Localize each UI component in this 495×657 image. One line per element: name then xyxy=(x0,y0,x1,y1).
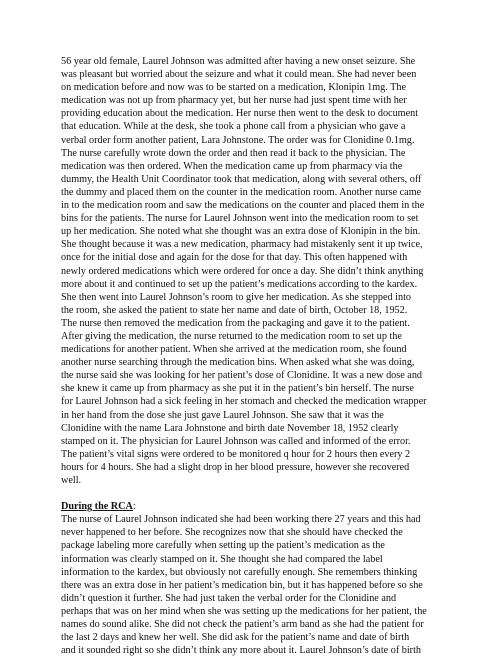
text-line: there was an extra dose in her patient’s medication bin, but it has happened before so she xyxy=(61,579,423,591)
text-line: medication was not up from pharmacy yet, but her nurse had just spent time with her xyxy=(61,95,407,107)
text-line: The patient’s vital signs were ordered to be monitored q hour for 2 hours then every 2 xyxy=(61,448,411,460)
incident-narrative-paragraph xyxy=(61,55,433,487)
text-line: The nurse of Laurel Johnson indicated she had been working there 27 years and this had xyxy=(61,514,421,526)
rca-section-heading: During the RCA xyxy=(61,501,133,513)
text-line: information to the kardex, but obviously not carefully enough. She remembers thinking xyxy=(61,566,418,578)
text-line: After giving the medication, the nurse returned to the medication room to set up the xyxy=(61,330,402,342)
text-line: stamped on it. The physician for Laurel Johnson was called and informed of the error. xyxy=(61,435,411,447)
text-line: in her hand from the dose she just gave Laurel Johnson. She saw that it was the xyxy=(61,409,384,421)
text-line: she knew it came up from pharmacy as she put it in the patient’s bin herself. The nurse xyxy=(61,383,414,395)
text-line: the dummy and placed them on the counter in the medication room. Another nurse came xyxy=(61,186,422,198)
text-line: another nurse searching through the medication bins. When asked what she was doing, xyxy=(61,357,415,369)
text-line: and it sounded right so she didn’t think any more about it. Laurel Johnson’s date of birth xyxy=(61,645,421,657)
text-line: perhaps that was on her mind when she was setting up the medications for her patient, the xyxy=(61,605,427,617)
text-line: newly ordered medications which were ordered for once a day. She didn’t think anything xyxy=(61,265,424,277)
text-line: the nurse said she was looking for her patient’s dose of Clonidine. It was a new dose and xyxy=(61,370,423,382)
text-line: medications for another patient. When she arrived at the medication room, she found xyxy=(61,344,407,356)
text-line: medication was then ordered. When the medication came up from pharmacy via the xyxy=(61,160,403,172)
document-body xyxy=(61,55,433,657)
text-line: didn’t question it further. She had just taken the verbal order for the Clonidine and xyxy=(61,592,397,604)
text-line: dummy, the Health Unit Coordinator took that medication, along with several others, off xyxy=(61,173,422,185)
text-line: She thought because it was a new medication, pharmacy had mistakenly sent it up twice, xyxy=(61,239,423,251)
text-line: hours for 4 hours. She had a slight drop in her blood pressure, however she recovered xyxy=(61,461,410,473)
text-line: verbal order form another patient, Lara Johnstone. The order was for Clonidine 0.1mg. xyxy=(61,134,415,146)
text-line: package labeling more carefully when setting up the patient’s medication as the xyxy=(61,540,385,552)
text-line: well. xyxy=(61,475,82,486)
text-line: more about it and continued to set up the patient’s medications according to the kardex. xyxy=(61,278,418,290)
text-line: providing education about the medication. Her nurse then went to the desk to document xyxy=(61,108,419,120)
rca-section-heading-colon: : xyxy=(132,501,136,513)
text-line: 56 year old female, Laurel Johnson was admitted after having a new onset seizure. She xyxy=(61,56,416,67)
text-line: in to the medication room and saw the medications on the counter and placed them in the xyxy=(61,200,425,212)
text-line: once for the initial dose and again for the dose for that day. This often happened with xyxy=(61,252,408,264)
text-line: The nurse carefully wrote down the order and then read it back to the physician. The xyxy=(61,147,406,159)
text-line: names do sound alike. She did not check the patient’s arm band as she had the patient for xyxy=(61,619,424,631)
text-line: She then went into Laurel Johnson’s room to give her medication. As she stepped into xyxy=(61,291,411,303)
rca-findings-paragraph xyxy=(61,513,433,657)
text-line: The nurse then removed the medication from the packaging and gave it to the patient. xyxy=(61,317,410,329)
text-line: the room, she asked the patient to state her name and date of birth, October 18, 1952. xyxy=(61,304,408,316)
rca-section-heading-line xyxy=(61,500,433,513)
text-line: bins for the patients. The nurse for Laurel Johnson went into the medication room to set xyxy=(61,213,419,225)
text-line: up her medication. She noted what she thought was an extra dose of Klonipin in the bin. xyxy=(61,226,421,238)
text-line: on medication before and now was to be started on a medication, Klonipin 1mg. The xyxy=(61,82,406,94)
text-line: never happened to her before. She recognizes now that she should have checked the xyxy=(61,527,403,539)
text-line: information was clearly stamped on it. She thought she had compared the label xyxy=(61,553,383,565)
text-line: was pleasant but worried about the seizure and what it could mean. She had never been xyxy=(61,69,417,81)
text-line: the last 2 days and knew her well. She did ask for the patient’s name and date of birth xyxy=(61,632,410,644)
text-line: that education. While at the desk, she took a phone call from a physician who gave a xyxy=(61,121,406,133)
text-line: Clonidine with the name Lara Johnstone and birth date November 18, 1952 clearly xyxy=(61,422,399,434)
text-line: for Laurel Johnson had a sick feeling in her stomach and checked the medication wrapper xyxy=(61,396,427,408)
paragraph-spacer xyxy=(61,487,433,500)
